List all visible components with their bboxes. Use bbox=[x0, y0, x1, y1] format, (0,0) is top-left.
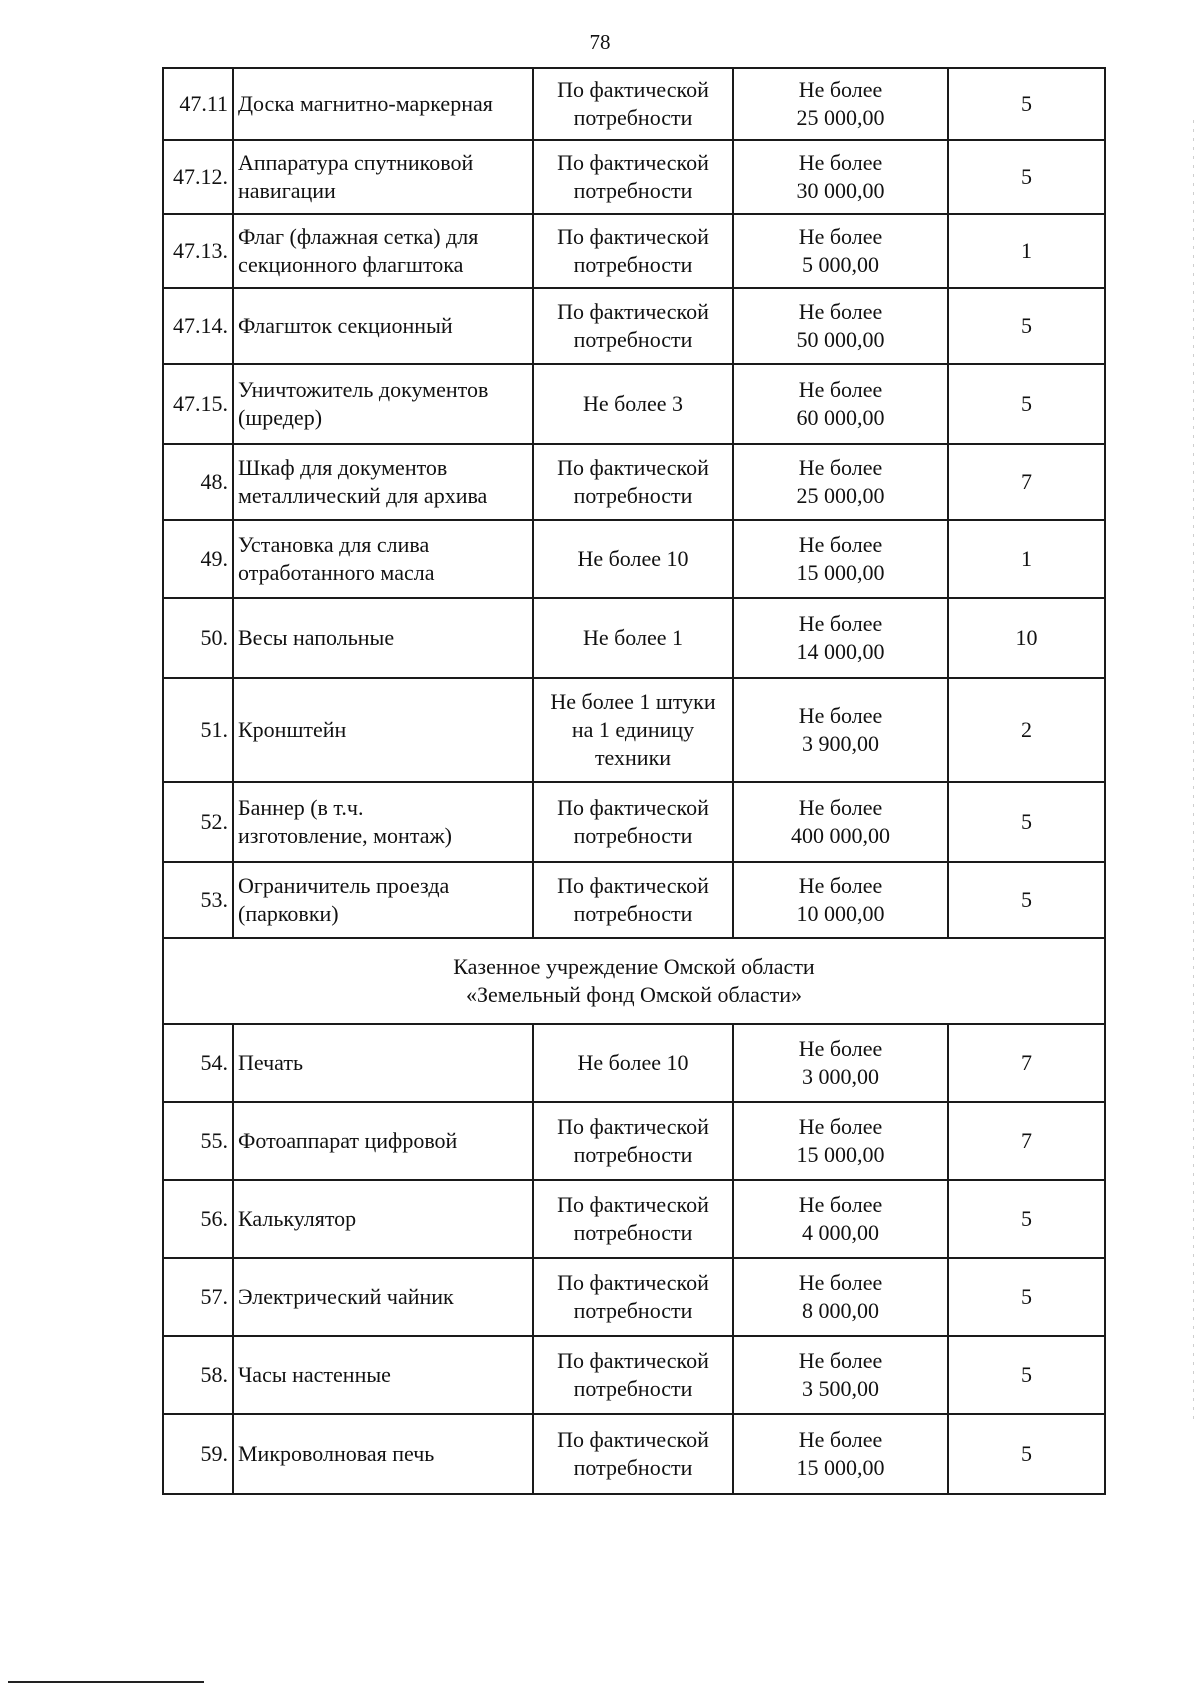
item-price bbox=[733, 1180, 948, 1258]
item-name bbox=[233, 1024, 533, 1102]
item-quantity bbox=[533, 1336, 733, 1414]
item-price-text: Не более 15 000,00 bbox=[796, 532, 885, 585]
item-service-life-text: 1 bbox=[1021, 238, 1032, 263]
item-price-text: Не более 25 000,00 bbox=[796, 455, 885, 508]
item-service-life bbox=[948, 1414, 1105, 1494]
item-quantity bbox=[533, 862, 733, 938]
table-row bbox=[163, 1024, 1105, 1102]
item-name bbox=[233, 1336, 533, 1414]
row-number-text: 58. bbox=[200, 1362, 228, 1387]
item-service-life-text: 5 bbox=[1021, 164, 1032, 189]
row-number bbox=[163, 68, 233, 140]
item-service-life bbox=[948, 678, 1105, 782]
item-quantity bbox=[533, 598, 733, 678]
row-number-text: 51. bbox=[200, 717, 228, 742]
item-quantity-text: Не более 1 bbox=[582, 625, 684, 650]
item-price bbox=[733, 214, 948, 288]
item-quantity bbox=[533, 678, 733, 782]
item-service-life-text: 5 bbox=[1021, 809, 1032, 834]
item-service-life bbox=[948, 140, 1105, 214]
row-number bbox=[163, 1336, 233, 1414]
row-number-text: 50. bbox=[200, 625, 228, 650]
row-number-text: 52. bbox=[200, 809, 228, 834]
item-price bbox=[733, 862, 948, 938]
item-quantity bbox=[533, 444, 733, 520]
item-price-text: Не более 30 000,00 bbox=[796, 150, 885, 203]
item-service-life-text: 2 bbox=[1021, 717, 1032, 742]
item-service-life-text: 10 bbox=[1015, 625, 1038, 650]
item-name-text: Флаг (флажная сетка) для секционного флагштока bbox=[238, 224, 479, 277]
item-service-life-text: 1 bbox=[1021, 546, 1032, 571]
row-number bbox=[163, 1414, 233, 1494]
item-quantity-text: Не более 1 штуки на 1 единицу техники bbox=[550, 689, 716, 770]
row-number bbox=[163, 678, 233, 782]
row-number bbox=[163, 444, 233, 520]
bottom-rule bbox=[8, 1681, 204, 1683]
table-row bbox=[163, 782, 1105, 862]
row-number bbox=[163, 862, 233, 938]
item-service-life bbox=[948, 214, 1105, 288]
item-price-text: Не более 3 500,00 bbox=[798, 1348, 883, 1401]
row-number-text: 56. bbox=[200, 1206, 228, 1231]
item-name-text: Кронштейн bbox=[238, 717, 347, 742]
item-name bbox=[233, 862, 533, 938]
item-price bbox=[733, 1024, 948, 1102]
table-row bbox=[163, 364, 1105, 444]
item-service-life bbox=[948, 1024, 1105, 1102]
item-service-life-text: 5 bbox=[1021, 1206, 1032, 1231]
item-quantity-text: По фактической потребности bbox=[557, 150, 709, 203]
item-price bbox=[733, 364, 948, 444]
scan-edge-artifact bbox=[1193, 120, 1194, 1420]
item-quantity bbox=[533, 1024, 733, 1102]
item-service-life-text: 7 bbox=[1021, 1050, 1032, 1075]
item-name-text: Установка для слива отработанного масла bbox=[238, 532, 435, 585]
table-row bbox=[163, 1336, 1105, 1414]
item-name-text: Микроволновая печь bbox=[238, 1441, 435, 1466]
item-name bbox=[233, 782, 533, 862]
row-number-text: 47.12. bbox=[173, 164, 228, 189]
item-quantity bbox=[533, 1258, 733, 1336]
item-price-text: Не более 400 000,00 bbox=[791, 795, 890, 848]
row-number bbox=[163, 598, 233, 678]
item-price-text: Не более 10 000,00 bbox=[796, 873, 885, 926]
item-price bbox=[733, 288, 948, 364]
row-number bbox=[163, 1180, 233, 1258]
item-quantity bbox=[533, 288, 733, 364]
table-row bbox=[163, 862, 1105, 938]
item-price-text: Не более 60 000,00 bbox=[796, 377, 885, 430]
item-service-life bbox=[948, 1180, 1105, 1258]
row-number-text: 47.11 bbox=[179, 91, 228, 116]
item-name bbox=[233, 1180, 533, 1258]
section-header-row bbox=[163, 938, 1105, 1024]
item-quantity-text: По фактической потребности bbox=[557, 455, 709, 508]
item-name bbox=[233, 1258, 533, 1336]
item-name-text: Флагшток секционный bbox=[238, 313, 453, 338]
item-quantity bbox=[533, 214, 733, 288]
item-price-text: Не более 14 000,00 bbox=[796, 611, 885, 664]
item-service-life bbox=[948, 68, 1105, 140]
item-price bbox=[733, 1336, 948, 1414]
page-number: 78 bbox=[589, 30, 611, 54]
item-name bbox=[233, 598, 533, 678]
item-price bbox=[733, 520, 948, 598]
item-name-text: Уничтожитель документов (шредер) bbox=[238, 377, 489, 430]
item-service-life-text: 5 bbox=[1021, 1441, 1032, 1466]
item-price-text: Не более 3 900,00 bbox=[798, 703, 883, 756]
item-quantity-text: По фактической потребности bbox=[557, 299, 709, 352]
row-number-text: 54. bbox=[200, 1050, 228, 1075]
row-number bbox=[163, 364, 233, 444]
table-row bbox=[163, 520, 1105, 598]
row-number-text: 53. bbox=[200, 887, 228, 912]
item-name-text: Электрический чайник bbox=[238, 1284, 454, 1309]
item-service-life bbox=[948, 444, 1105, 520]
item-service-life bbox=[948, 520, 1105, 598]
item-name bbox=[233, 140, 533, 214]
table-row bbox=[163, 598, 1105, 678]
item-service-life-text: 5 bbox=[1021, 1284, 1032, 1309]
table-row bbox=[163, 68, 1105, 140]
item-service-life bbox=[948, 1336, 1105, 1414]
item-price bbox=[733, 1414, 948, 1494]
item-price bbox=[733, 140, 948, 214]
table-row bbox=[163, 288, 1105, 364]
item-service-life-text: 5 bbox=[1021, 887, 1032, 912]
item-name bbox=[233, 68, 533, 140]
row-number bbox=[163, 520, 233, 598]
item-quantity bbox=[533, 140, 733, 214]
item-name bbox=[233, 444, 533, 520]
item-quantity-text: По фактической потребности bbox=[557, 1114, 709, 1167]
item-service-life-text: 5 bbox=[1021, 391, 1032, 416]
item-quantity-text: По фактической потребности bbox=[557, 1427, 709, 1480]
item-service-life bbox=[948, 288, 1105, 364]
item-quantity-text: По фактической потребности bbox=[557, 224, 709, 277]
item-quantity-text: Не более 10 bbox=[577, 546, 689, 571]
row-number bbox=[163, 288, 233, 364]
item-name-text: Печать bbox=[238, 1050, 304, 1075]
item-quantity-text: По фактической потребности bbox=[557, 795, 709, 848]
item-quantity bbox=[533, 68, 733, 140]
item-quantity bbox=[533, 520, 733, 598]
item-price bbox=[733, 68, 948, 140]
row-number bbox=[163, 782, 233, 862]
item-service-life-text: 7 bbox=[1021, 1128, 1032, 1153]
item-name bbox=[233, 520, 533, 598]
item-service-life bbox=[948, 862, 1105, 938]
row-number bbox=[163, 1102, 233, 1180]
item-price-text: Не более 15 000,00 bbox=[796, 1114, 885, 1167]
table-row bbox=[163, 1414, 1105, 1494]
item-quantity bbox=[533, 1102, 733, 1180]
row-number-text: 47.14. bbox=[173, 313, 228, 338]
table-row bbox=[163, 444, 1105, 520]
table-row bbox=[163, 1180, 1105, 1258]
item-price bbox=[733, 678, 948, 782]
row-number-text: 59. bbox=[200, 1441, 228, 1466]
row-number-text: 57. bbox=[200, 1284, 228, 1309]
item-service-life bbox=[948, 364, 1105, 444]
item-service-life-text: 5 bbox=[1021, 1362, 1032, 1387]
item-quantity-text: Не более 10 bbox=[577, 1050, 689, 1075]
item-price bbox=[733, 444, 948, 520]
item-name-text: Баннер (в т.ч. изготовление, монтаж) bbox=[238, 795, 452, 848]
item-name-text: Весы напольные bbox=[238, 625, 395, 650]
item-name-text: Аппаратура спутниковой навигации bbox=[238, 150, 474, 203]
item-price-text: Не более 4 000,00 bbox=[798, 1192, 883, 1245]
section-title-text: Казенное учреждение Омской области «Земельный фонд Омской области» bbox=[453, 954, 815, 1007]
item-price-text: Не более 25 000,00 bbox=[796, 77, 885, 130]
table-row bbox=[163, 1258, 1105, 1336]
item-quantity bbox=[533, 1180, 733, 1258]
item-quantity-text: По фактической потребности bbox=[557, 1192, 709, 1245]
row-number bbox=[163, 140, 233, 214]
item-name bbox=[233, 214, 533, 288]
table-row bbox=[163, 140, 1105, 214]
row-number-text: 49. bbox=[200, 546, 228, 571]
item-name-text: Шкаф для документов металлический для архива bbox=[238, 455, 488, 508]
item-price bbox=[733, 598, 948, 678]
item-quantity-text: По фактической потребности bbox=[557, 77, 709, 130]
norms-table bbox=[162, 67, 1106, 1495]
row-number-text: 47.13. bbox=[173, 238, 228, 263]
item-service-life bbox=[948, 782, 1105, 862]
item-name-text: Фотоаппарат цифровой bbox=[238, 1128, 458, 1153]
item-name-text: Калькулятор bbox=[238, 1206, 357, 1231]
item-name-text: Доска магнитно-маркерная bbox=[238, 91, 493, 116]
item-service-life bbox=[948, 598, 1105, 678]
item-name bbox=[233, 1102, 533, 1180]
item-price bbox=[733, 1258, 948, 1336]
item-price-text: Не более 8 000,00 bbox=[798, 1270, 883, 1323]
row-number bbox=[163, 1024, 233, 1102]
item-name bbox=[233, 678, 533, 782]
item-quantity-text: По фактической потребности bbox=[557, 1348, 709, 1401]
item-quantity bbox=[533, 1414, 733, 1494]
row-number bbox=[163, 1258, 233, 1336]
item-name-text: Ограничитель проезда (парковки) bbox=[238, 873, 450, 926]
item-service-life-text: 5 bbox=[1021, 91, 1032, 116]
table-row bbox=[163, 1102, 1105, 1180]
row-number-text: 55. bbox=[200, 1128, 228, 1153]
item-price-text: Не более 50 000,00 bbox=[796, 299, 885, 352]
item-quantity-text: По фактической потребности bbox=[557, 1270, 709, 1323]
item-price-text: Не более 5 000,00 bbox=[798, 224, 883, 277]
item-service-life bbox=[948, 1258, 1105, 1336]
item-service-life-text: 5 bbox=[1021, 313, 1032, 338]
row-number-text: 48. bbox=[200, 469, 228, 494]
table-row bbox=[163, 214, 1105, 288]
item-price-text: Не более 3 000,00 bbox=[798, 1036, 883, 1089]
item-name-text: Часы настенные bbox=[238, 1362, 391, 1387]
item-quantity-text: Не более 3 bbox=[582, 391, 684, 416]
item-name bbox=[233, 364, 533, 444]
row-number-text: 47.15. bbox=[173, 391, 228, 416]
section-title bbox=[163, 938, 1105, 1024]
table-body bbox=[163, 68, 1105, 1494]
item-service-life bbox=[948, 1102, 1105, 1180]
item-quantity bbox=[533, 364, 733, 444]
item-price-text: Не более 15 000,00 bbox=[796, 1427, 885, 1480]
item-name bbox=[233, 288, 533, 364]
item-price bbox=[733, 782, 948, 862]
item-name bbox=[233, 1414, 533, 1494]
item-price bbox=[733, 1102, 948, 1180]
item-quantity-text: По фактической потребности bbox=[557, 873, 709, 926]
table-row bbox=[163, 678, 1105, 782]
item-quantity bbox=[533, 782, 733, 862]
row-number bbox=[163, 214, 233, 288]
item-service-life-text: 7 bbox=[1021, 469, 1032, 494]
